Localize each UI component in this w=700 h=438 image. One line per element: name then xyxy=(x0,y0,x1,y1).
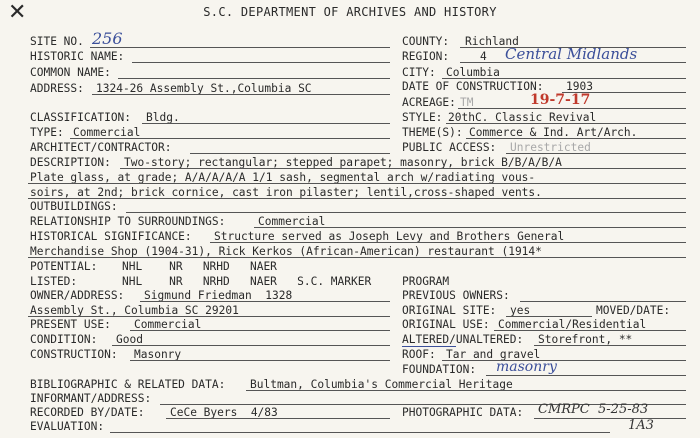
outbuildings-label: OUTBUILDINGS: xyxy=(30,200,118,213)
owner-line-2: Assembly St., Columbia SC 29201 xyxy=(30,304,239,317)
altered-label: ALTERED/UNALTERED: xyxy=(402,333,524,346)
date-construction-value: 1903 xyxy=(566,80,593,93)
potential-options: NHL NR NRHD NAER xyxy=(122,260,277,273)
condition-value: Good xyxy=(116,333,143,346)
description-line-1: Two-story; rectangular; stepped parapet; masonry, brick B/B/A/B/A xyxy=(124,156,562,169)
original-site-value: yes xyxy=(510,304,531,317)
type-value: Commercial xyxy=(73,126,141,139)
owner-line-1: Sigmund Friedman 1328 xyxy=(144,289,293,302)
relationship-label: RELATIONSHIP TO SURROUNDINGS: xyxy=(30,215,226,228)
city-value: Columbia xyxy=(446,66,500,79)
photographic-handwriting-2: 1A3 xyxy=(628,418,654,433)
address-value: 1324-26 Assembly St.,Columbia SC xyxy=(96,82,312,95)
classification-label: CLASSIFICATION: xyxy=(30,111,132,124)
page-title: S.C. DEPARTMENT OF ARCHIVES AND HISTORY xyxy=(203,5,497,19)
city-label: CITY: xyxy=(402,66,436,79)
present-use-label: PRESENT USE: xyxy=(30,318,111,331)
original-use-label: ORIGINAL USE: xyxy=(402,318,490,331)
roof-value: Tar and gravel xyxy=(446,348,541,361)
significance-line-1: Structure served as Joseph Levy and Brothers General xyxy=(214,230,565,243)
informant-label: INFORMANT/ADDRESS: xyxy=(30,392,152,405)
original-site-label: ORIGINAL SITE: xyxy=(402,304,497,317)
foundation-value: masonry xyxy=(496,359,557,375)
program-label: PROGRAM xyxy=(402,275,450,288)
region-label: REGION: xyxy=(402,50,450,63)
acreage-value: TM xyxy=(460,96,474,109)
roof-label: ROOF: xyxy=(402,348,436,361)
evaluation-label: EVALUATION: xyxy=(30,420,105,433)
public-access-label: PUBLIC ACCESS: xyxy=(402,141,497,154)
historic-name-label: HISTORIC NAME: xyxy=(30,50,125,63)
original-use-value: Commercial/Residential xyxy=(498,318,647,331)
type-label: TYPE: xyxy=(30,126,64,139)
construction-label: CONSTRUCTION: xyxy=(30,348,118,361)
architect-label: ARCHITECT/CONTRACTOR: xyxy=(30,141,172,154)
photographic-label: PHOTOGRAPHIC DATA: xyxy=(402,406,524,419)
bibliographic-value: Bultman, Columbia's Commercial Heritage xyxy=(250,378,513,391)
previous-owners-label: PREVIOUS OWNERS: xyxy=(402,289,510,302)
classification-value: Bldg. xyxy=(146,111,180,124)
condition-label: CONDITION: xyxy=(30,333,98,346)
listed-options: NHL NR NRHD NAER S.C. MARKER xyxy=(122,275,372,288)
public-access-value: Unrestricted xyxy=(510,141,591,154)
acreage-label: ACREAGE: xyxy=(402,96,456,109)
relationship-value: Commercial xyxy=(258,215,326,228)
date-construction-label: DATE OF CONSTRUCTION: xyxy=(402,80,544,93)
present-use-value: Commercial xyxy=(134,318,202,331)
recorded-by-label: RECORDED BY/DATE: xyxy=(30,406,145,419)
potential-label: POTENTIAL: xyxy=(30,260,98,273)
themes-value: Commerce & Ind. Art/Arch. xyxy=(469,126,638,139)
county-value: Richland xyxy=(465,35,519,48)
description-line-2: Plate glass, at grade; A/A/A/A/A 1/1 sash, segmental arch w/radiating vous- xyxy=(30,171,536,184)
region-value: 4 xyxy=(480,50,487,63)
recorded-by-value: CeCe Byers 4/83 xyxy=(170,406,278,419)
significance-line-2: Merchandise Shop (1904-31), Rick Kerkos (African-American) restaurant (1914* xyxy=(30,245,542,258)
description-line-3: soirs, at 2nd; brick cornice, cast iron pilaster; lentil,cross-shaped vents. xyxy=(30,186,542,199)
style-value: 20thC. Classic Revival xyxy=(448,111,597,124)
region-handwriting: Central Midlands xyxy=(505,45,638,63)
listed-label: LISTED: xyxy=(30,275,78,288)
photographic-handwriting-1: CMRPC 5-25-83 xyxy=(538,402,649,417)
altered-value: Storefront, ** xyxy=(538,333,633,346)
common-name-label: COMMON NAME: xyxy=(30,66,111,79)
construction-value: Masonry xyxy=(134,348,182,361)
acreage-handwriting: 19-7-17 xyxy=(530,92,591,108)
owner-label: OWNER/ADDRESS: xyxy=(30,289,125,302)
site-no-value: 256 xyxy=(92,29,123,48)
county-label: COUNTY: xyxy=(402,35,450,48)
x-mark-icon: ✕ xyxy=(8,0,27,25)
foundation-label: FOUNDATION: xyxy=(402,363,477,376)
site-no-label: SITE NO. xyxy=(30,35,84,48)
style-label: STYLE: xyxy=(402,111,443,124)
address-label: ADDRESS: xyxy=(30,82,84,95)
bibliographic-label: BIBLIOGRAPHIC & RELATED DATA: xyxy=(30,378,226,391)
themes-label: THEME(S): xyxy=(402,126,463,139)
moved-date-label: MOVED/DATE: xyxy=(596,304,671,317)
significance-label: HISTORICAL SIGNIFICANCE: xyxy=(30,230,192,243)
description-label: DESCRIPTION: xyxy=(30,156,111,169)
